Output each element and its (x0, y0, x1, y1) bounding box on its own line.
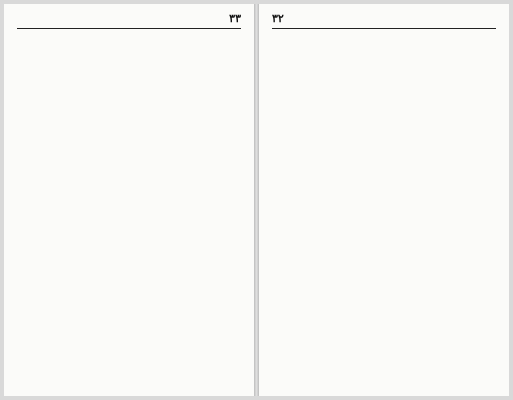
left-page (4, 4, 254, 396)
left-page-body (17, 35, 241, 385)
right-page-header (272, 12, 496, 29)
left-page-header (17, 12, 241, 29)
right-page (259, 4, 509, 396)
left-page-number: ۳۳ (229, 12, 241, 25)
right-page-body (272, 35, 496, 385)
book-gutter (254, 4, 259, 396)
right-page-number: ۳۲ (272, 12, 284, 25)
